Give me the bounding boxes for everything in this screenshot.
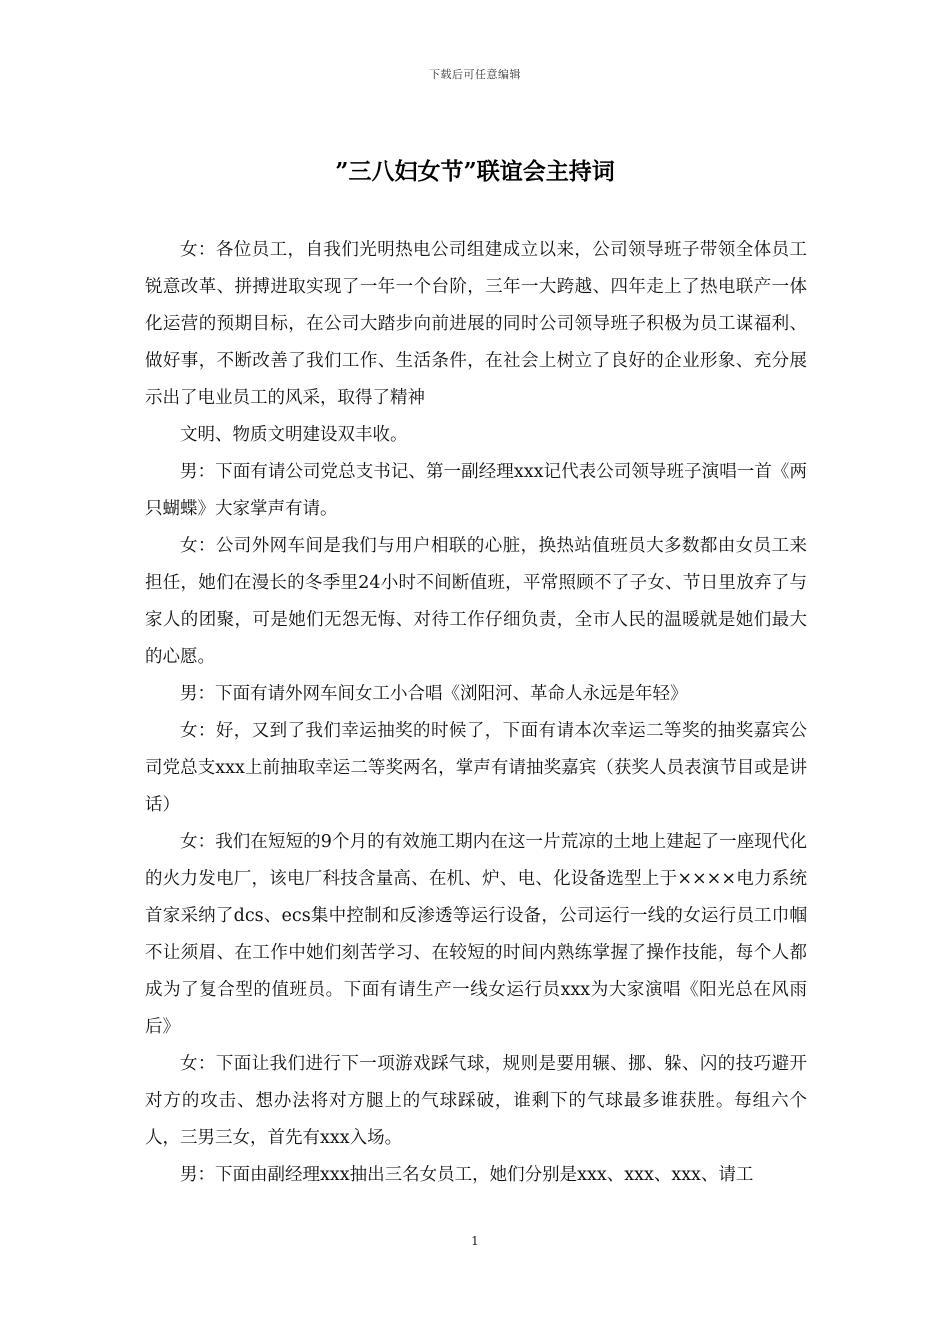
paragraph: 女：下面让我们进行下一项游戏踩气球，规则是要用辗、挪、躲、闪的技巧避开对方的攻击、想办法将对方腿上的气球踩破，谁剩下的气球最多谁获胜。每组六个人，三男三女，首先有xxx入场。	[145, 1054, 807, 1148]
page-number: 1	[471, 1234, 479, 1248]
paragraph: 女：我们在短短的9个月的有效施工期内在这一片荒凉的土地上建起了一座现代化的火力发电厂，该电厂科技含量高、在机、炉、电、化设备选型上于××××电力系统首家采纳了dcs、ecs集中控制和反渗透等运行设备，公司运行一线的女运行员工巾帼不让须眉、在工作中她们刻苦学习、在较短的时间内熟练掌握了操作技能，每个人都成为了复合型的值班员。下面有请生产一线女运行员xxx为大家演唱《阳光总在风雨后》	[145, 832, 807, 1037]
paragraph: 男：下面有请公司党总支书记、第一副经理xxx记代表公司领导班子演唱一首《两只蝴蝶》大家掌声有请。	[145, 462, 807, 519]
paragraph: 女：好，又到了我们幸运抽奖的时候了，下面有请本次幸运二等奖的抽奖嘉宾公司党总支xxx上前抽取幸运二等奖两名，掌声有请抽奖嘉宾（获奖人员表演节目或是讲话）	[145, 721, 807, 815]
page-header: 下载后可任意编辑	[429, 68, 521, 81]
paragraph: 男：下面有请外网车间女工小合唱《浏阳河、革命人永远是年轻》	[180, 684, 688, 704]
paragraph: 女：公司外网车间是我们与用户相联的心脏，换热站值班员大多数都由女员工来担任，她们在漫长的冬季里24小时不间断值班，平常照顾不了子女、节日里放弃了与家人的团聚，可是她们无怨无悔、对待工作仔细负责，全市人民的温暖就是她们最大的心愿。	[145, 536, 807, 667]
paragraph: 女：各位员工，自我们光明热电公司组建成立以来，公司领导班子带领全体员工锐意改革、拼搏进取实现了一年一个台阶，三年一大跨越、四年走上了热电联产一体化运营的预期目标，在公司大踏步向前进展的同时公司领导班子积极为员工谋福利、做好事，不断改善了我们工作、生活条件，在社会上树立了良好的企业形象、充分展示出了电业员工的风采，取得了精神	[145, 240, 807, 408]
document-body	[145, 232, 807, 1194]
paragraph: 男：下面由副经理xxx抽出三名女员工，她们分别是xxx、xxx、xxx、请工	[180, 1165, 754, 1185]
paragraph: 文明、物质文明建设双丰收。	[180, 425, 408, 445]
document-title: ”三八妇女节”联谊会主持词	[335, 158, 615, 185]
